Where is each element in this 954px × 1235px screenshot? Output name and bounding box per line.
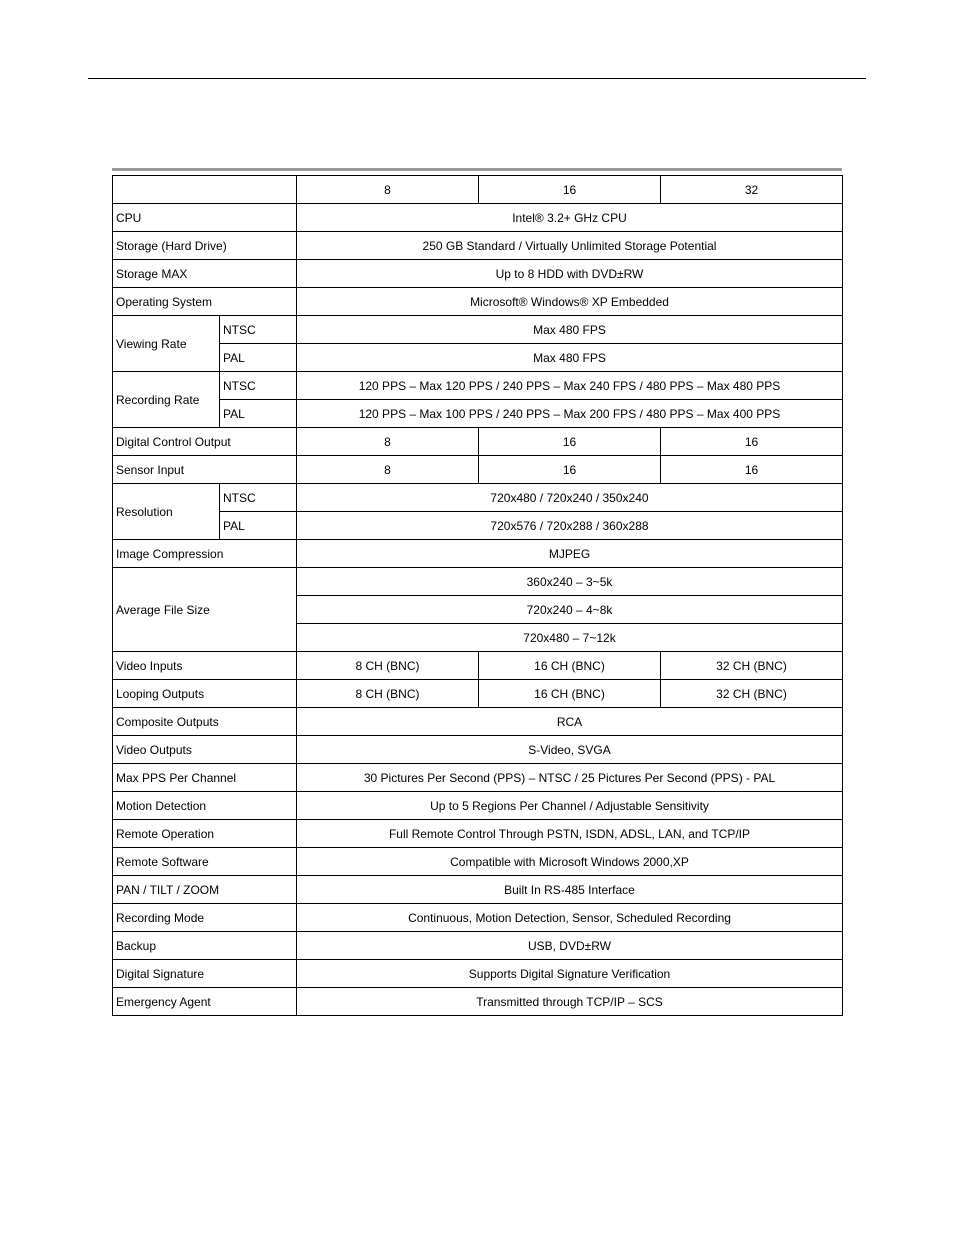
row-value-remote-operation: Full Remote Control Through PSTN, ISDN, ADSL, LAN, and TCP/IP bbox=[297, 820, 843, 848]
cell-sensor-8: 8 bbox=[297, 456, 479, 484]
table-row-resolution-pal bbox=[113, 512, 843, 540]
row-value-ptz: Built In RS-485 Interface bbox=[297, 876, 843, 904]
cell-sensor-16: 16 bbox=[479, 456, 661, 484]
table-row-remote-software bbox=[113, 848, 843, 876]
row-label-average-file-size: Average File Size bbox=[113, 568, 297, 652]
row-value-digital-signature: Supports Digital Signature Verification bbox=[297, 960, 843, 988]
cell-video-inputs-32: 32 CH (BNC) bbox=[661, 652, 843, 680]
table-row-video-outputs bbox=[113, 736, 843, 764]
cell-dco-32: 16 bbox=[661, 428, 843, 456]
row-label-motion-detection: Motion Detection bbox=[113, 792, 297, 820]
row-label-digital-signature: Digital Signature bbox=[113, 960, 297, 988]
cell-video-inputs-8: 8 CH (BNC) bbox=[297, 652, 479, 680]
row-value-resolution-pal: 720x576 / 720x288 / 360x288 bbox=[297, 512, 843, 540]
table-row-max-pps bbox=[113, 764, 843, 792]
row-label-max-pps: Max PPS Per Channel bbox=[113, 764, 297, 792]
row-label-sensor-input: Sensor Input bbox=[113, 456, 297, 484]
header-blank-cell bbox=[113, 176, 297, 204]
header-model-16: 16 bbox=[479, 176, 661, 204]
table-row-composite-outputs bbox=[113, 708, 843, 736]
row-label-remote-operation: Remote Operation bbox=[113, 820, 297, 848]
row-label-composite-outputs: Composite Outputs bbox=[113, 708, 297, 736]
cell-dco-8: 8 bbox=[297, 428, 479, 456]
table-row-recording-rate-ntsc bbox=[113, 372, 843, 400]
row-value-file-size-3: 720x480 – 7~12k bbox=[297, 624, 843, 652]
row-value-storage: 250 GB Standard / Virtually Unlimited Storage Potential bbox=[297, 232, 843, 260]
row-value-os: Microsoft® Windows® XP Embedded bbox=[297, 288, 843, 316]
table-row-ptz bbox=[113, 876, 843, 904]
table-row-sensor-input bbox=[113, 456, 843, 484]
row-value-composite-outputs: RCA bbox=[297, 708, 843, 736]
table-row-viewing-rate-pal bbox=[113, 344, 843, 372]
row-label-looping-outputs: Looping Outputs bbox=[113, 680, 297, 708]
row-value-viewing-ntsc: Max 480 FPS bbox=[297, 316, 843, 344]
cell-sensor-32: 16 bbox=[661, 456, 843, 484]
row-label-remote-software: Remote Software bbox=[113, 848, 297, 876]
row-label-recording-mode: Recording Mode bbox=[113, 904, 297, 932]
table-row-video-inputs bbox=[113, 652, 843, 680]
table-row-image-compression bbox=[113, 540, 843, 568]
row-label-ptz: PAN / TILT / ZOOM bbox=[113, 876, 297, 904]
table-row-storage bbox=[113, 232, 843, 260]
cell-looping-16: 16 CH (BNC) bbox=[479, 680, 661, 708]
row-label-cpu: CPU bbox=[113, 204, 297, 232]
row-label-viewing-rate: Viewing Rate bbox=[113, 316, 220, 372]
cell-video-inputs-16: 16 CH (BNC) bbox=[479, 652, 661, 680]
table-row-recording-mode bbox=[113, 904, 843, 932]
row-label-image-compression: Image Compression bbox=[113, 540, 297, 568]
cell-looping-8: 8 CH (BNC) bbox=[297, 680, 479, 708]
table-row-looping-outputs bbox=[113, 680, 843, 708]
row-label-storage: Storage (Hard Drive) bbox=[113, 232, 297, 260]
row-label-recording-rate: Recording Rate bbox=[113, 372, 220, 428]
table-row-recording-rate-pal bbox=[113, 400, 843, 428]
table-row-os bbox=[113, 288, 843, 316]
header-rule bbox=[88, 78, 866, 79]
row-value-backup: USB, DVD±RW bbox=[297, 932, 843, 960]
header-model-8: 8 bbox=[297, 176, 479, 204]
row-value-cpu: Intel® 3.2+ GHz CPU bbox=[297, 204, 843, 232]
row-value-max-pps: 30 Pictures Per Second (PPS) – NTSC / 25 Pictures Per Second (PPS) - PAL bbox=[297, 764, 843, 792]
table-row-remote-operation bbox=[113, 820, 843, 848]
row-value-recording-ntsc: 120 PPS – Max 120 PPS / 240 PPS – Max 240 FPS / 480 PPS – Max 480 PPS bbox=[297, 372, 843, 400]
table-row-viewing-rate-ntsc bbox=[113, 316, 843, 344]
sublabel-viewing-pal: PAL bbox=[220, 344, 297, 372]
row-label-digital-control-output: Digital Control Output bbox=[113, 428, 297, 456]
table-row-header bbox=[113, 176, 843, 204]
row-value-emergency-agent: Transmitted through TCP/IP – SCS bbox=[297, 988, 843, 1016]
row-value-video-outputs: S-Video, SVGA bbox=[297, 736, 843, 764]
cell-dco-16: 16 bbox=[479, 428, 661, 456]
row-label-video-inputs: Video Inputs bbox=[113, 652, 297, 680]
table-row-storage-max bbox=[113, 260, 843, 288]
table-row-digital-control-output bbox=[113, 428, 843, 456]
row-value-recording-pal: 120 PPS – Max 100 PPS / 240 PPS – Max 200 FPS / 480 PPS – Max 400 PPS bbox=[297, 400, 843, 428]
spec-table bbox=[112, 175, 843, 1016]
sublabel-recording-ntsc: NTSC bbox=[220, 372, 297, 400]
sublabel-resolution-ntsc: NTSC bbox=[220, 484, 297, 512]
row-label-os: Operating System bbox=[113, 288, 297, 316]
row-value-file-size-1: 360x240 – 3~5k bbox=[297, 568, 843, 596]
sublabel-viewing-ntsc: NTSC bbox=[220, 316, 297, 344]
table-row-backup bbox=[113, 932, 843, 960]
row-label-backup: Backup bbox=[113, 932, 297, 960]
cell-looping-32: 32 CH (BNC) bbox=[661, 680, 843, 708]
table-row-emergency-agent bbox=[113, 988, 843, 1016]
table-row-motion-detection bbox=[113, 792, 843, 820]
row-value-resolution-ntsc: 720x480 / 720x240 / 350x240 bbox=[297, 484, 843, 512]
row-value-storage-max: Up to 8 HDD with DVD±RW bbox=[297, 260, 843, 288]
table-row-average-file-size-1 bbox=[113, 568, 843, 596]
sublabel-recording-pal: PAL bbox=[220, 400, 297, 428]
table-row-digital-signature bbox=[113, 960, 843, 988]
table-row-resolution-ntsc bbox=[113, 484, 843, 512]
table-row-cpu bbox=[113, 204, 843, 232]
row-label-video-outputs: Video Outputs bbox=[113, 736, 297, 764]
row-value-viewing-pal: Max 480 FPS bbox=[297, 344, 843, 372]
sublabel-resolution-pal: PAL bbox=[220, 512, 297, 540]
row-value-file-size-2: 720x240 – 4~8k bbox=[297, 596, 843, 624]
row-label-storage-max: Storage MAX bbox=[113, 260, 297, 288]
row-value-motion-detection: Up to 5 Regions Per Channel / Adjustable Sensitivity bbox=[297, 792, 843, 820]
table-top-rule bbox=[112, 168, 842, 171]
row-value-remote-software: Compatible with Microsoft Windows 2000,XP bbox=[297, 848, 843, 876]
row-value-image-compression: MJPEG bbox=[297, 540, 843, 568]
header-model-32: 32 bbox=[661, 176, 843, 204]
row-label-emergency-agent: Emergency Agent bbox=[113, 988, 297, 1016]
row-label-resolution: Resolution bbox=[113, 484, 220, 540]
row-value-recording-mode: Continuous, Motion Detection, Sensor, Scheduled Recording bbox=[297, 904, 843, 932]
